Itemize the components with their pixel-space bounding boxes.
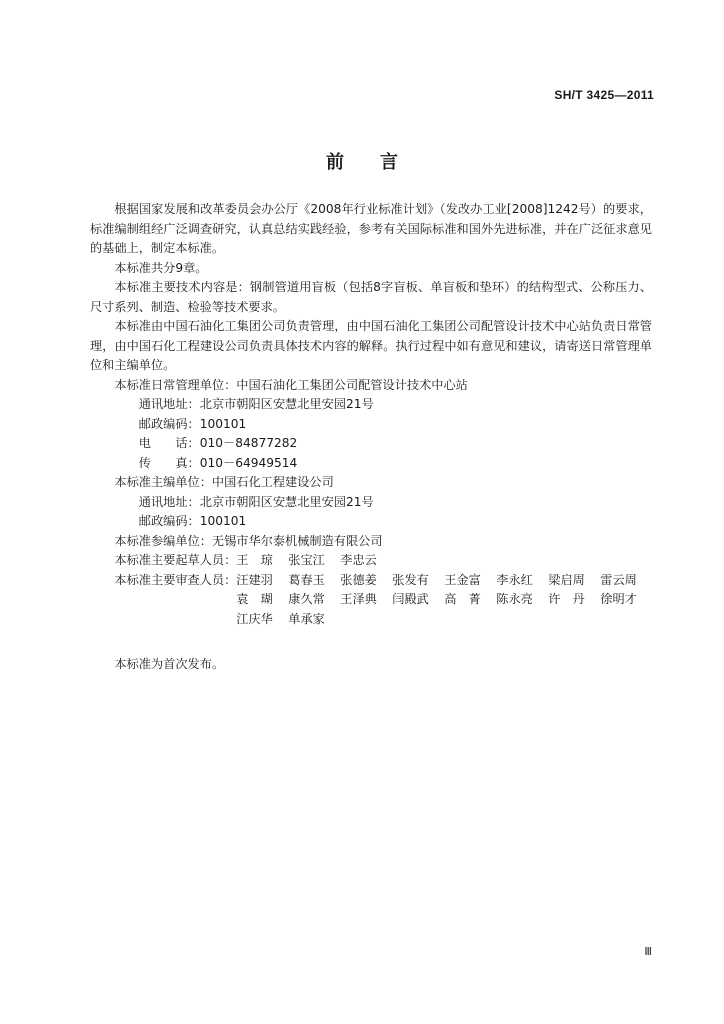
reviewers-row bbox=[236, 610, 652, 630]
chief-unit-postcode-label: 邮政编码： bbox=[138, 514, 200, 528]
daily-unit-phone-label-a: 电 bbox=[138, 436, 151, 450]
daily-unit-label: 本标准日常管理单位： bbox=[114, 377, 237, 392]
reviewers-block bbox=[90, 571, 652, 630]
reviewer-name: 雷云周 bbox=[600, 572, 637, 587]
daily-unit-phone-line bbox=[90, 434, 652, 454]
reviewer-name: 康久常 bbox=[288, 592, 325, 606]
reviewer-name: 梁启周 bbox=[548, 572, 585, 587]
reviewer-name: 江庆华 bbox=[236, 611, 273, 626]
daily-unit-fax: 010－64949514 bbox=[199, 455, 298, 470]
daily-unit-fax-line bbox=[90, 454, 652, 474]
page-number: Ⅲ bbox=[644, 946, 652, 958]
chief-unit-address-line bbox=[90, 493, 652, 513]
reviewer-name: 徐明才 bbox=[600, 592, 637, 606]
daily-unit-phone-label-b: 话： bbox=[175, 436, 200, 450]
drafters-line bbox=[90, 551, 652, 571]
daily-unit-postcode-label: 邮政编码： bbox=[138, 416, 200, 431]
daily-unit-address-label: 通讯地址： bbox=[138, 397, 200, 411]
reviewer-name: 王泽典 bbox=[340, 592, 377, 606]
participating-unit-name: 无锡市华尔泰机械制造有限公司 bbox=[211, 533, 383, 548]
reviewer-name: 高 菁 bbox=[444, 592, 481, 606]
paragraph-chapters: 本标准共分9章。 bbox=[114, 260, 208, 275]
daily-unit-address: 北京市朝阳区安慧北里安园21号 bbox=[199, 397, 374, 411]
chief-unit-postcode-line bbox=[90, 512, 652, 532]
reviewer-name: 王金富 bbox=[444, 572, 481, 587]
page-title: 前言 bbox=[326, 152, 434, 173]
daily-unit-fax-label-a: 传 bbox=[138, 455, 151, 470]
daily-unit-fax-label-b: 真： bbox=[175, 455, 200, 470]
reviewer-name: 葛春玉 bbox=[288, 572, 325, 587]
drafter-name: 王 琼 bbox=[236, 553, 273, 567]
chief-unit-line bbox=[90, 473, 652, 493]
foreword-body bbox=[90, 200, 652, 675]
chief-unit-label: 本标准主编单位： bbox=[114, 475, 212, 489]
reviewers-grid bbox=[236, 571, 652, 630]
daily-unit-name: 中国石油化工集团公司配管设计技术中心站 bbox=[236, 377, 468, 392]
drafters-label: 本标准主要起草人员： bbox=[114, 553, 237, 567]
chief-unit-name: 中国石化工程建设公司 bbox=[211, 475, 334, 489]
reviewer-name: 许 丹 bbox=[548, 592, 585, 606]
daily-unit-postcode: 100101 bbox=[199, 416, 247, 431]
reviewer-name: 闫殿武 bbox=[392, 592, 429, 606]
reviewers-row bbox=[236, 590, 652, 610]
daily-unit-address-line bbox=[90, 395, 652, 415]
reviewer-name: 张发有 bbox=[392, 572, 429, 587]
paragraph-management: 本标准由中国石油化工集团公司负责管理，由中国石油化工集团公司配管设计技术中心站负责日常管理，由中国石化工程建设公司负责具体技术内容的解释。执行过程中如有意见和建议，请寄送日常管理单位和主编单位。 bbox=[90, 319, 652, 372]
reviewer-name: 李永红 bbox=[496, 572, 533, 587]
chief-unit-postcode: 100101 bbox=[199, 514, 247, 528]
participating-unit-label: 本标准参编单位： bbox=[114, 533, 212, 548]
reviewers-row bbox=[236, 571, 652, 591]
standard-code: SH/T 3425—2011 bbox=[554, 88, 654, 102]
reviewer-name: 单承家 bbox=[288, 611, 325, 626]
daily-unit-postcode-line bbox=[90, 415, 652, 435]
release-note: 本标准为首次发布。 bbox=[114, 657, 225, 671]
drafter-name: 张宝江 bbox=[288, 553, 325, 567]
paragraph-technical-content: 本标准主要技术内容是：钢制管道用盲板（包括8字盲板、单盲板和垫环）的结构型式、公称压力、尺寸系列、制造、检验等技术要求。 bbox=[90, 280, 652, 314]
reviewer-name: 袁 瑚 bbox=[236, 592, 273, 606]
reviewers-label: 本标准主要审查人员： bbox=[114, 572, 237, 587]
chief-unit-address-label: 通讯地址： bbox=[138, 494, 200, 509]
daily-unit-line bbox=[90, 376, 652, 396]
reviewer-name: 张德姜 bbox=[340, 572, 377, 587]
chief-unit-address: 北京市朝阳区安慧北里安园21号 bbox=[199, 494, 374, 509]
daily-unit-phone: 010－84877282 bbox=[199, 436, 298, 450]
reviewer-name: 陈永亮 bbox=[496, 592, 533, 606]
drafter-name: 李忠云 bbox=[340, 553, 377, 567]
participating-unit-line bbox=[90, 532, 652, 552]
reviewer-name: 汪建羽 bbox=[236, 572, 273, 587]
paragraph-background: 根据国家发展和改革委员会办公厅《2008年行业标准计划》（发改办工业[2008]1242号）的要求，标准编制组经广泛调查研究，认真总结实践经验，参考有关国际标准和国外先进标准，并在广泛征求意见的基础上，制定本标准。 bbox=[90, 202, 652, 255]
